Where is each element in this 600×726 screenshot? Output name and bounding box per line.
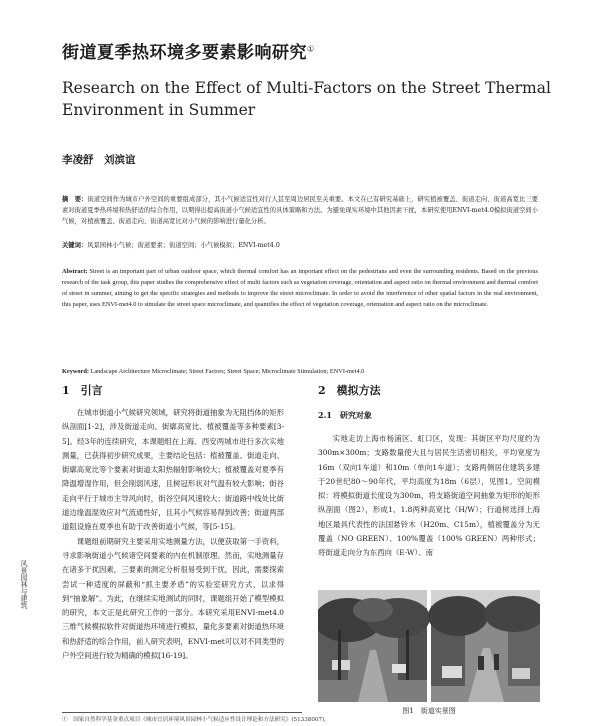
introduction-paragraph: 在城市街道小气候研究领域，研究将街道抽象为无阻挡体的矩形纵剖面[1-2]，涉及街道走向、街廓高宽比、植被覆盖等多种要素[3-5]。经3年的连续研究，本课题组在上海、西安两城市进行多次实地测量，已获得初步研究成果，主要结论包括：植被覆盖、街道走向、街廓高宽比等个要素对街道太阳热辐射影响较大；植被覆盖对夏季有降温增湿作用，但会削弱风速，且树冠形状对气温有较大影响；街谷走向平行于城市主导风向时，街谷空间风速较大；街道路中线处比街道边缘温湿效应对气流通性好，且其小气候容易得到改善；街道两部道阻设施在夏季也有助于改善街道小气候，等[5-15]。 — [62, 408, 284, 532]
street-photos-image — [318, 590, 540, 702]
abstract-en-label: Abstract: — [62, 268, 88, 275]
abstract-cn-text: 街道空间作为城市户外空间的重要组成部分，其小气候适宜性对行人甚至周边居民至关重要。本文在已有研究基础上，研究植被覆盖、街道走向、街道高宽比三要素对街道夏季热环境和热舒适的综合作用，以期得出提高街道小气候适宜性的具体策略和方法。为避免现实环境中其他因素干扰，本研究使用ENVI-met4.0模拟街道空间小气候，对植被覆盖、街道走向、街道高宽比对小气候的影响进行量化分析。 — [62, 196, 539, 225]
paper-title-cn: 街道夏季热环境多要素影响研究① — [62, 43, 315, 63]
introduction-paragraph: 课题组前期研究主要采用实地测量方法，以便获取第一手资料，寻求影响街道小气候诸空间要素的内在机制原理。然而，实地测量存在诸多干扰因素，三要素的测定分析很易受到干扰，因此，需要探索尝试一种适度的屏蔽和“抓主要矛盾”的实验室研究方式，以求得到“抽象解”。为此，在继续实地测试的同时，课题组开始了模型模拟的研究，本文正是此研究工作的一部分。本研究采用ENVI-met4.0三维气候模拟软件对街道热环境进行模拟，量化多要素对街道热环境和热舒适的综合作用，前人研究表明，ENVI-met可以对不同类型的户外空间进行较为精确的模拟[16-19]。 — [62, 536, 284, 661]
authors: 李凌舒 刘滨谊 — [62, 154, 136, 166]
title-footnote-marker: ① — [307, 44, 315, 54]
abstract-en-text: Street is an important part of urban outdoor space, which thermal comfort has an important effect on the pedestrians and even the surrounding residents. Based on the previous research of the task group, this paper studies the comprehensive effect of multi factors such as vegetation coverage, orientation and aspect ratio on thermal environment and thermal comfort of street in summer, aiming to get the specific strategies and methods to improve the street microclimate. In order to avoid the interference of other spatial factors in the real environment, this paper, uses ENVI-met4.0 to simulate the street space microclimate, and quantifies the effect of vegetation coverage, orientation and aspect ratio on the microclimate. — [62, 268, 539, 308]
section-heading-method: 2 模拟方法 — [318, 384, 381, 397]
method-body — [318, 432, 540, 561]
paper-title-en: Research on the Effect of Multi-Factors on the Street Thermal Environment in Summer — [62, 79, 551, 119]
abstract-en — [62, 266, 538, 310]
keywords-en — [62, 366, 538, 377]
keywords-cn — [62, 240, 538, 251]
keywords-en-label: Keyword: — [62, 368, 89, 375]
introduction-body — [62, 406, 284, 663]
keywords-cn-label: 关键词： — [62, 242, 88, 249]
abstract-cn-label: 摘 要： — [62, 196, 88, 203]
footnote-divider — [62, 712, 302, 713]
footnote: ① 国家自然科学基金重点项目《城市宜居环境风景园林小气候适应性设计理论和方法研究》(51338007)。 — [62, 717, 330, 723]
keywords-en-text: Landscape Architecture Microclimate; Street Factors; Street Space; Microclimate Stimulation; ENVI-met4.0 — [90, 368, 365, 375]
figure-caption: 图1 街道实景图 — [402, 707, 456, 715]
street-photo-right — [428, 590, 540, 702]
section-heading-introduction: 1 引言 — [62, 384, 103, 397]
subsection-heading-study-object: 2.1 研究对象 — [318, 410, 372, 420]
street-photo-left — [318, 590, 430, 702]
street-photos-figure — [318, 590, 540, 702]
journal-side-label: 风景园林与建筑 — [20, 560, 28, 609]
abstract-cn — [62, 194, 538, 227]
keywords-cn-text: 风景园林小气候；街道要素；街道空间；小气候模拟；ENVI-met4.0 — [87, 242, 280, 249]
method-paragraph: 实地走访上海市杨浦区、虹口区，发现：其街区平均尺度约为300m×300m；支路数量使大且与居民生活密切相关，平均宽度为16m（双向1车道）和10m（单向1车道）；支路两侧居住建筑多建于20世纪80～90年代，平均高度为18m（6层），见图1。空间模拟：将模拟街道长度设为300m，将支路街道空间抽象为矩形的矩形纵剖面（图2），形成1、1.8两种高宽比（H/W）；行道树选择上海地区最具代表性的法国悬铃木（H20m、C15m），植被覆盖分为无覆盖（NO GREEN）、100%覆盖（100% GREEN）两种形式；将街道走向分为东西向（E-W）、南 — [318, 434, 540, 558]
